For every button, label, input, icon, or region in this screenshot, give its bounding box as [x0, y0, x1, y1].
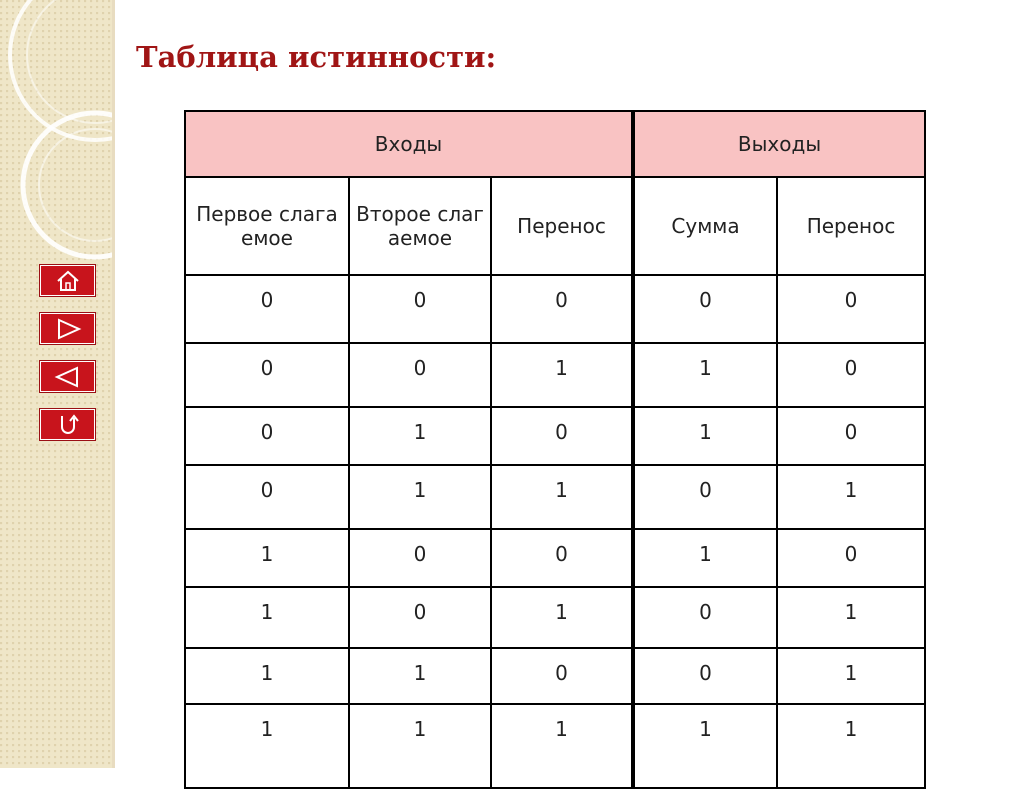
table-cell: 1	[777, 704, 925, 788]
table-cell: 0	[777, 343, 925, 407]
table-cell: 0	[349, 587, 491, 648]
table-cell: 0	[185, 465, 349, 529]
inputs-header: Входы	[185, 111, 633, 177]
table-cell: 1	[491, 465, 633, 529]
outputs-header: Выходы	[633, 111, 925, 177]
truth-table	[184, 110, 926, 789]
column-header-first-addend: Первое слагаемое	[185, 177, 349, 275]
side-border	[112, 0, 115, 768]
table-cell: 1	[185, 704, 349, 788]
return-icon	[54, 412, 82, 438]
column-header-carry-out: Перенос	[777, 177, 925, 275]
table-row	[185, 343, 925, 407]
table-cell: 0	[633, 587, 777, 648]
table-cell: 1	[491, 704, 633, 788]
table-cell: 1	[349, 648, 491, 704]
table-cell: 0	[633, 275, 777, 343]
table-row	[185, 275, 925, 343]
table-cell: 1	[491, 343, 633, 407]
return-button[interactable]	[40, 409, 95, 440]
previous-button[interactable]	[40, 361, 95, 392]
column-header-carry-in: Перенос	[491, 177, 633, 275]
table-cell: 1	[349, 407, 491, 465]
column-header-second-addend: Второе слагаемое	[349, 177, 491, 275]
table-cell: 0	[349, 275, 491, 343]
table-cell: 1	[633, 343, 777, 407]
table-cell: 1	[349, 704, 491, 788]
table-row	[185, 465, 925, 529]
table-row	[185, 648, 925, 704]
table-cell: 1	[777, 465, 925, 529]
table-cell: 0	[185, 407, 349, 465]
table-cell: 1	[185, 529, 349, 587]
table-cell: 0	[185, 275, 349, 343]
table-cell: 1	[185, 587, 349, 648]
table-cell: 0	[185, 343, 349, 407]
table-cell: 0	[777, 529, 925, 587]
slide-title: Таблица истинности:	[136, 40, 497, 74]
table-cell: 1	[777, 648, 925, 704]
home-icon	[55, 269, 81, 293]
table-cell: 0	[777, 407, 925, 465]
table-cell: 0	[491, 529, 633, 587]
table-cell: 0	[349, 529, 491, 587]
table-cell: 0	[349, 343, 491, 407]
table-cell: 1	[633, 407, 777, 465]
table-row	[185, 587, 925, 648]
table-row	[185, 529, 925, 587]
table-cell: 0	[491, 275, 633, 343]
next-arrow-icon	[53, 318, 83, 340]
table-cell: 0	[633, 648, 777, 704]
prev-arrow-icon	[53, 366, 83, 388]
next-button[interactable]	[40, 313, 95, 344]
table-cell: 1	[633, 529, 777, 587]
table-cell: 0	[491, 648, 633, 704]
table-row	[185, 407, 925, 465]
table-cell: 0	[491, 407, 633, 465]
table-cell: 1	[633, 704, 777, 788]
group-header-row	[185, 111, 925, 177]
table-cell: 1	[777, 587, 925, 648]
table-cell: 0	[633, 465, 777, 529]
table-cell: 0	[777, 275, 925, 343]
table-cell: 1	[491, 587, 633, 648]
column-header-row	[185, 177, 925, 275]
home-button[interactable]	[40, 265, 95, 296]
table-cell: 1	[185, 648, 349, 704]
column-header-sum: Сумма	[633, 177, 777, 275]
table-row	[185, 704, 925, 788]
table-cell: 1	[349, 465, 491, 529]
